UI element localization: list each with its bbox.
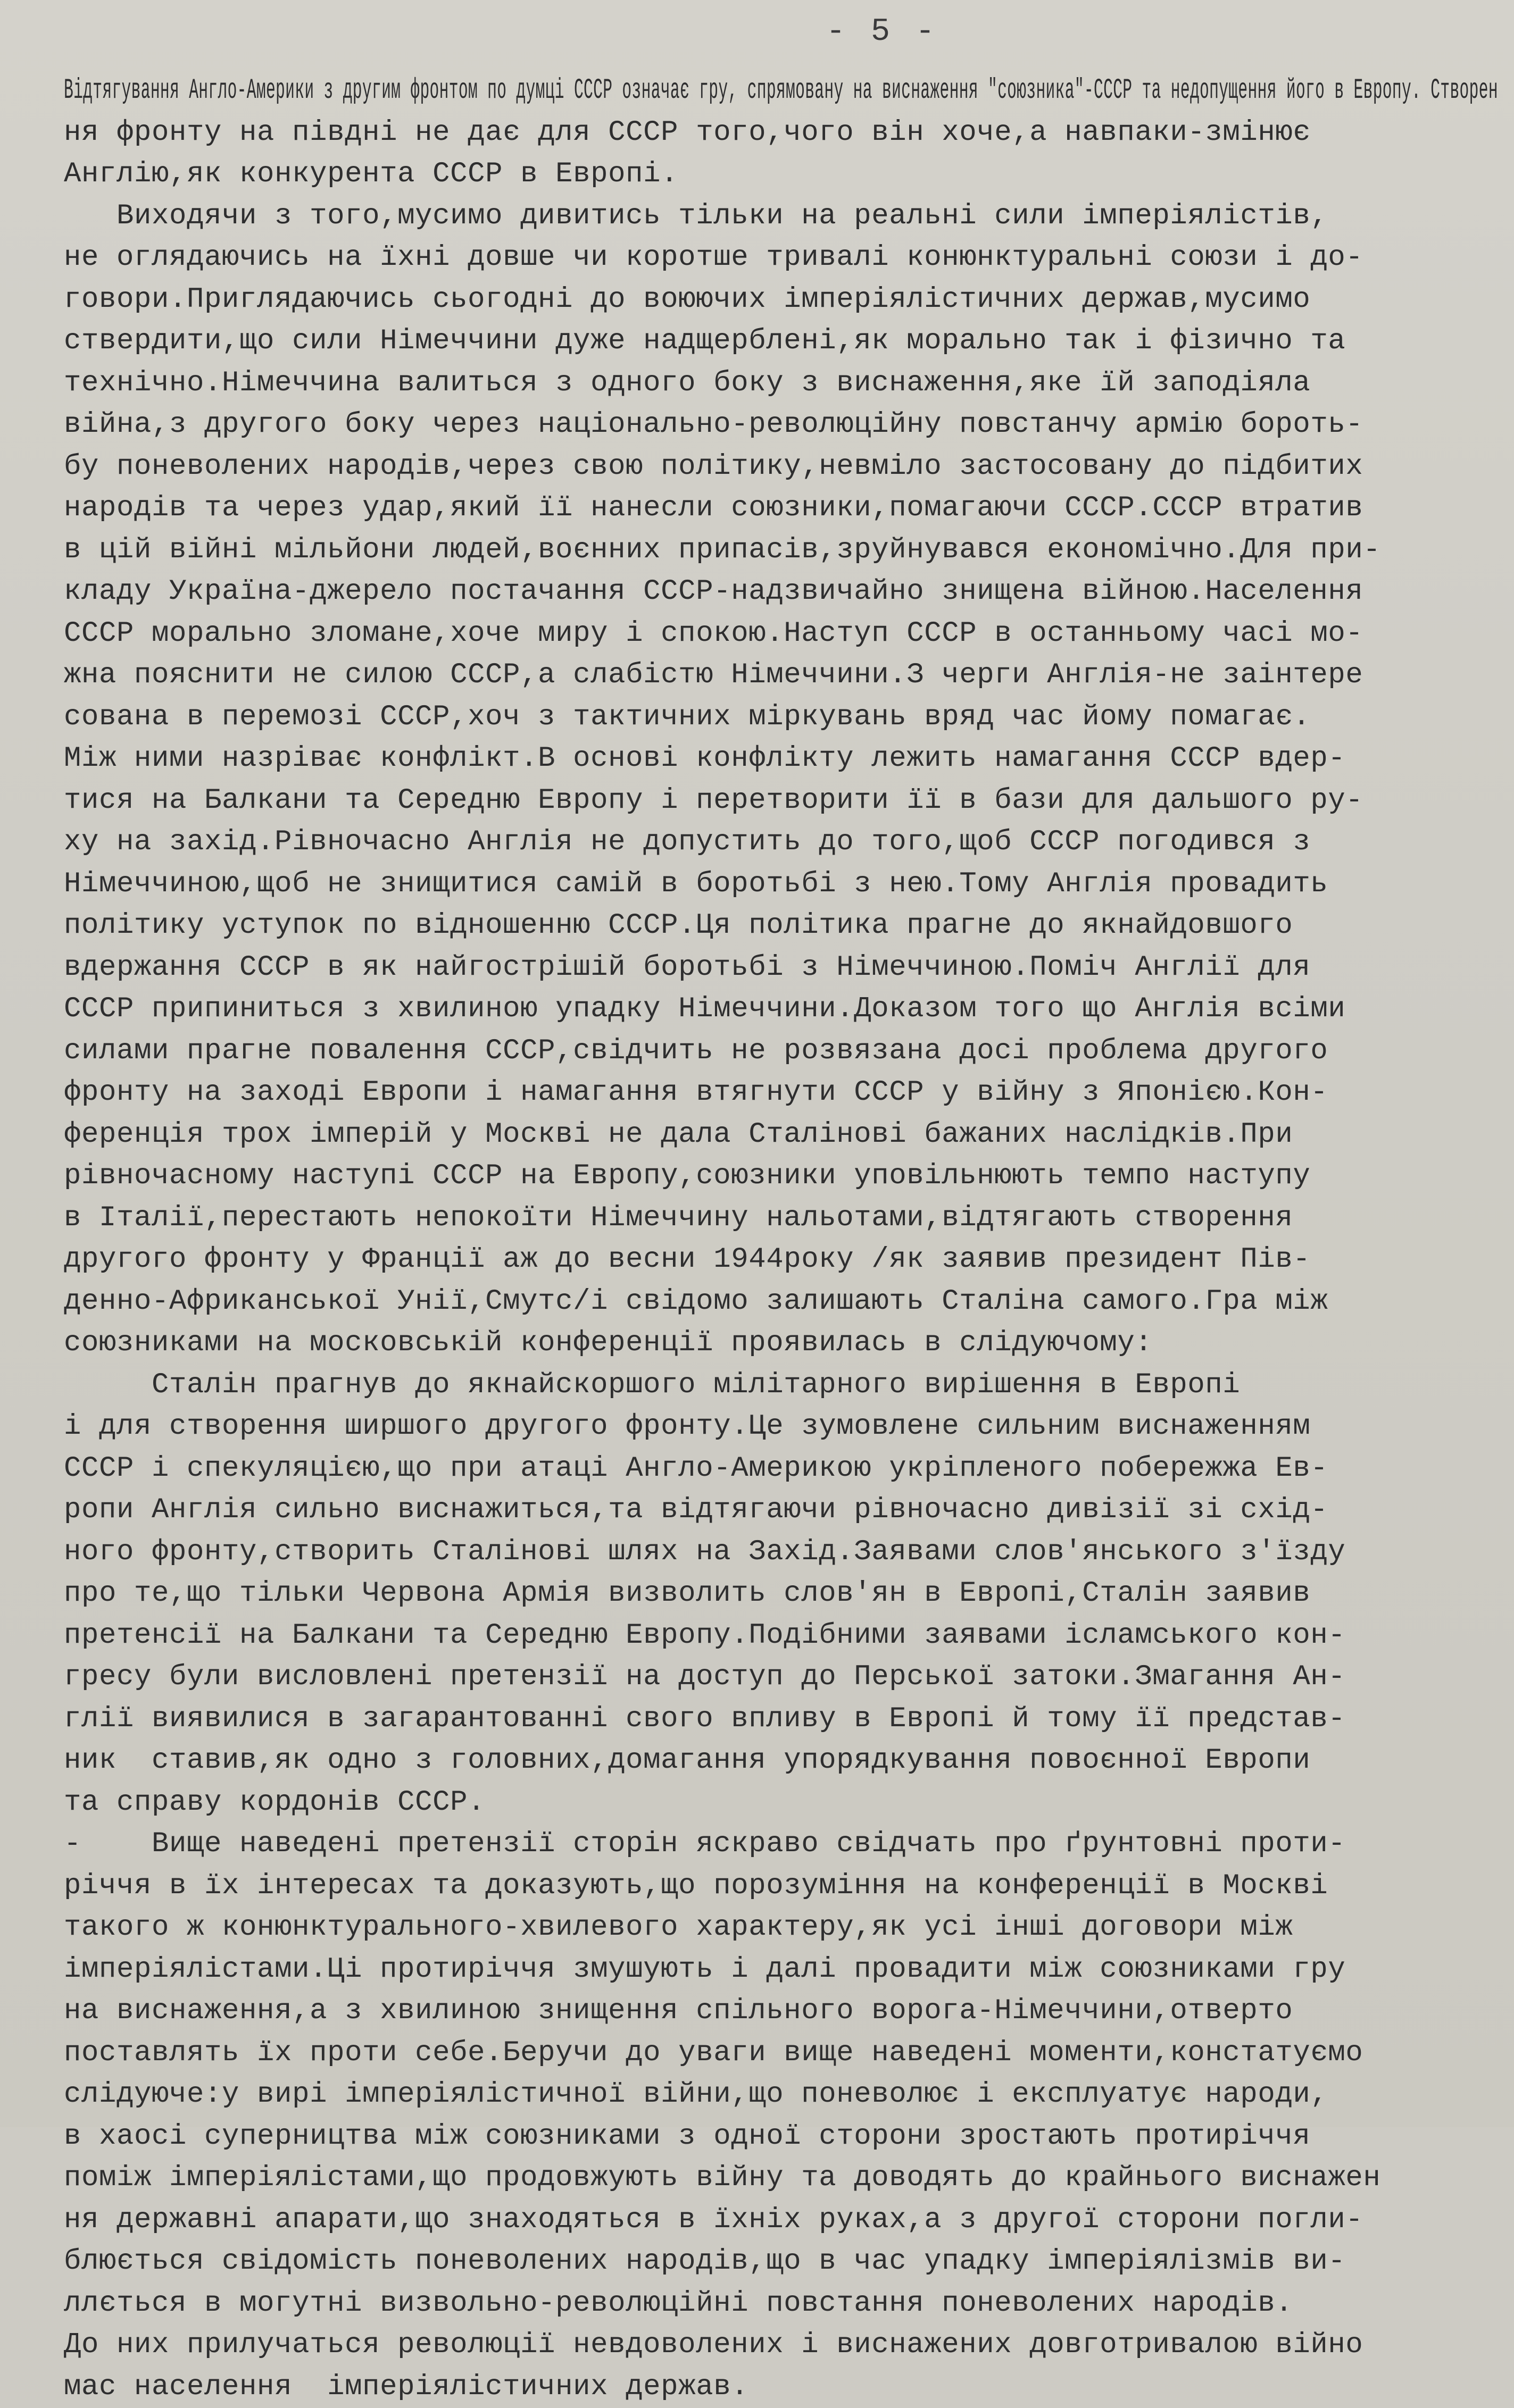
text-line: на виснаження,а з хвилиною знищення спільного ворога-Німеччини,отверто: [64, 1991, 1498, 2033]
text-line: СССР морально зломане,хоче миру і спокою.Наступ СССР в останньому часі мо-: [64, 613, 1498, 655]
text-line: бу поневолених народів,через свою політику,невміло застосовану до підбитих: [64, 446, 1498, 488]
text-line: слідуюче:у вирі імперіялістичної війни,що поневолює і експлуатує народи,: [64, 2074, 1498, 2116]
text-line: річчя в їх інтересах та доказують,що порозуміння на конференції в Москві: [64, 1866, 1498, 1908]
text-line: ференція трох імперій у Москві не дала Сталінові бажаних наслідків.При: [64, 1114, 1498, 1156]
text-line: претенсії на Балкани та Середню Европу.Подібними заявами ісламського кон-: [64, 1615, 1498, 1657]
text-line: і для створення ширшого другого фронту.Це зумовлене сильним виснаженням: [64, 1406, 1498, 1448]
text-line: технічно.Німеччина валиться з одного боку з виснаження,яке їй заподіяла: [64, 363, 1498, 405]
text-line: ного фронту,створить Сталінові шлях на Захід.Заявами слов'янського з'їзду: [64, 1532, 1498, 1574]
text-line: рівночасному наступі СССР на Европу,союзники уповільнюють темпо наступу: [64, 1156, 1498, 1198]
text-line: СССР і спекуляцією,що при атаці Англо-Америкою укріпленого побережжа Ев-: [64, 1448, 1498, 1490]
document-body: [64, 70, 1498, 2408]
text-line: політику уступок по відношенню СССР.Ця політика прагне до якнайдовшого: [64, 905, 1498, 947]
text-line: в Італії,перестають непокоїти Німеччину нальотами,відтягають створення: [64, 1198, 1498, 1240]
text-line: кладу Україна-джерело постачання СССР-надзвичайно знищена війною.Населення: [64, 571, 1498, 613]
text-line: ропи Англія сильно виснажиться,та відтягаючи рівночасно дивізії зі схід-: [64, 1490, 1498, 1532]
text-line: в хаосі суперництва між союзниками з одної сторони зростають протиріччя: [64, 2116, 1498, 2158]
text-line: ху на захід.Рівночасно Англія не допустить до того,щоб СССР погодився з: [64, 822, 1498, 864]
paragraph: [64, 70, 1498, 196]
text-line: ня фронту на півдні не дає для СССР того,чого він хоче,а навпаки-змінює: [64, 112, 1498, 154]
text-line: блюється свідомість поневолених народів,що в час упадку імперіялізмів ви-: [64, 2241, 1498, 2283]
text-line: Виходячи з того,мусимо дивитись тільки на реальні сили імперіялістів,: [64, 196, 1498, 238]
paragraph: [64, 1365, 1498, 1824]
text-line: війна,з другого боку через національно-революційну повстанчу армію борoть-: [64, 404, 1498, 446]
paragraph: [64, 196, 1498, 1365]
text-line: - Вище наведені претензії сторін яскраво свідчать про ґрунтовні проти-: [64, 1824, 1498, 1866]
text-line: про те,що тільки Червона Армія визволить слов'ян в Европі,Сталін заявив: [64, 1573, 1498, 1615]
text-line: такого ж конюнктурального-хвилевого характеру,як усі інші договори між: [64, 1907, 1498, 1949]
text-line: гресу були висловлені претензії на доступ до Перської затоки.Змагання Ан-: [64, 1657, 1498, 1699]
text-line: тися на Балкани та Середню Европу і перетворити її в бази для дальшого ру-: [64, 780, 1498, 822]
text-line: народів та через удар,який її нанесли союзники,помагаючи СССР.СССР втратив: [64, 488, 1498, 530]
text-line: в цій війні мільйони людей,воєнних припасів,зруйнувався економічно.Для при-: [64, 530, 1498, 572]
text-line: фронту на заході Европи і намагання втягнути СССР у війну з Японією.Кон-: [64, 1072, 1498, 1114]
text-line: ллється в могутні визвольно-революційні повстання поневолених народів.: [64, 2283, 1498, 2325]
text-line: денно-Африканської Унії,Смутс/і свідомо залишають Сталіна самого.Гра між: [64, 1281, 1498, 1323]
text-line: Відтягування Англо-Америки з другим фронтом по думці СССР означає гру, спрямовану на виснаження "союзника"-СССР та недопущення його в Европу. Створен: [64, 70, 850, 112]
text-line: сована в перемозі СССР,хоч з тактичних міркувань вряд час йому помагає.: [64, 697, 1498, 739]
text-line: ник ставив,як одно з головних,домагання упорядкування повоєнної Европи: [64, 1740, 1498, 1782]
text-line: Між ними назріває конфлікт.В основі конфлікту лежить намагання СССР вдер-: [64, 738, 1498, 780]
text-line: вдержання СССР в як найгострішій боротьбі з Німеччиною.Поміч Англії для: [64, 947, 1498, 989]
text-line: поставлять їх проти себе.Беручи до уваги вище наведені моменти,констатуємо: [64, 2033, 1498, 2075]
text-line: говори.Приглядаючись сьогодні до воюючих імперіялістичних держав,мусимо: [64, 279, 1498, 321]
text-line: другого фронту у Франції аж до весни 1944року /як заявив президент Пів-: [64, 1239, 1498, 1281]
text-line: та справу кордонів СССР.: [64, 1782, 1498, 1824]
text-line: мас населення імперіялістичних держав.: [64, 2367, 1498, 2408]
text-line: поміж імперіялістами,що продовжують війну та доводять до крайнього виснажен: [64, 2158, 1498, 2200]
text-line: Німеччиною,щоб не знищитися самій в боротьбі з нею.Тому Англія провадить: [64, 864, 1498, 906]
text-line: імперіялістами.Ці протиріччя змушують і далі провадити між союзниками гру: [64, 1949, 1498, 1991]
text-line: Англію,як конкурента СССР в Европі.: [64, 154, 1498, 196]
text-line: силами прагне повалення СССР,свідчить не розвязана досі проблема другого: [64, 1031, 1498, 1073]
page-number: - 5 -: [266, 16, 1498, 48]
text-line: жна пояснити не силою СССР,а слабістю Німеччини.З черги Англія-не заінтере: [64, 655, 1498, 697]
text-line: глії виявилися в загарантованні свого впливу в Европі й тому її представ-: [64, 1699, 1498, 1741]
text-line: ствердити,що сили Німеччини дуже надщерблені,як морально так і фізично та: [64, 321, 1498, 363]
text-line: не оглядаючись на їхні довше чи коротше тривалі конюнктуральні союзи і до-: [64, 237, 1498, 279]
text-line: союзниками на московській конференції проявилась в слідуючому:: [64, 1323, 1498, 1365]
text-line: До них прилучаться революції невдоволених і виснажених довготривалою війно: [64, 2325, 1498, 2367]
paragraph: [64, 1824, 1498, 2408]
text-line: Сталін прагнув до якнайскоршого мілітарного вирішення в Европі: [64, 1365, 1498, 1407]
text-line: ня державні апарати,що знаходяться в їхніх руках,а з другої сторони погли-: [64, 2200, 1498, 2242]
text-line: СССР припиниться з хвилиною упадку Німеччини.Доказом того що Англія всіми: [64, 989, 1498, 1031]
